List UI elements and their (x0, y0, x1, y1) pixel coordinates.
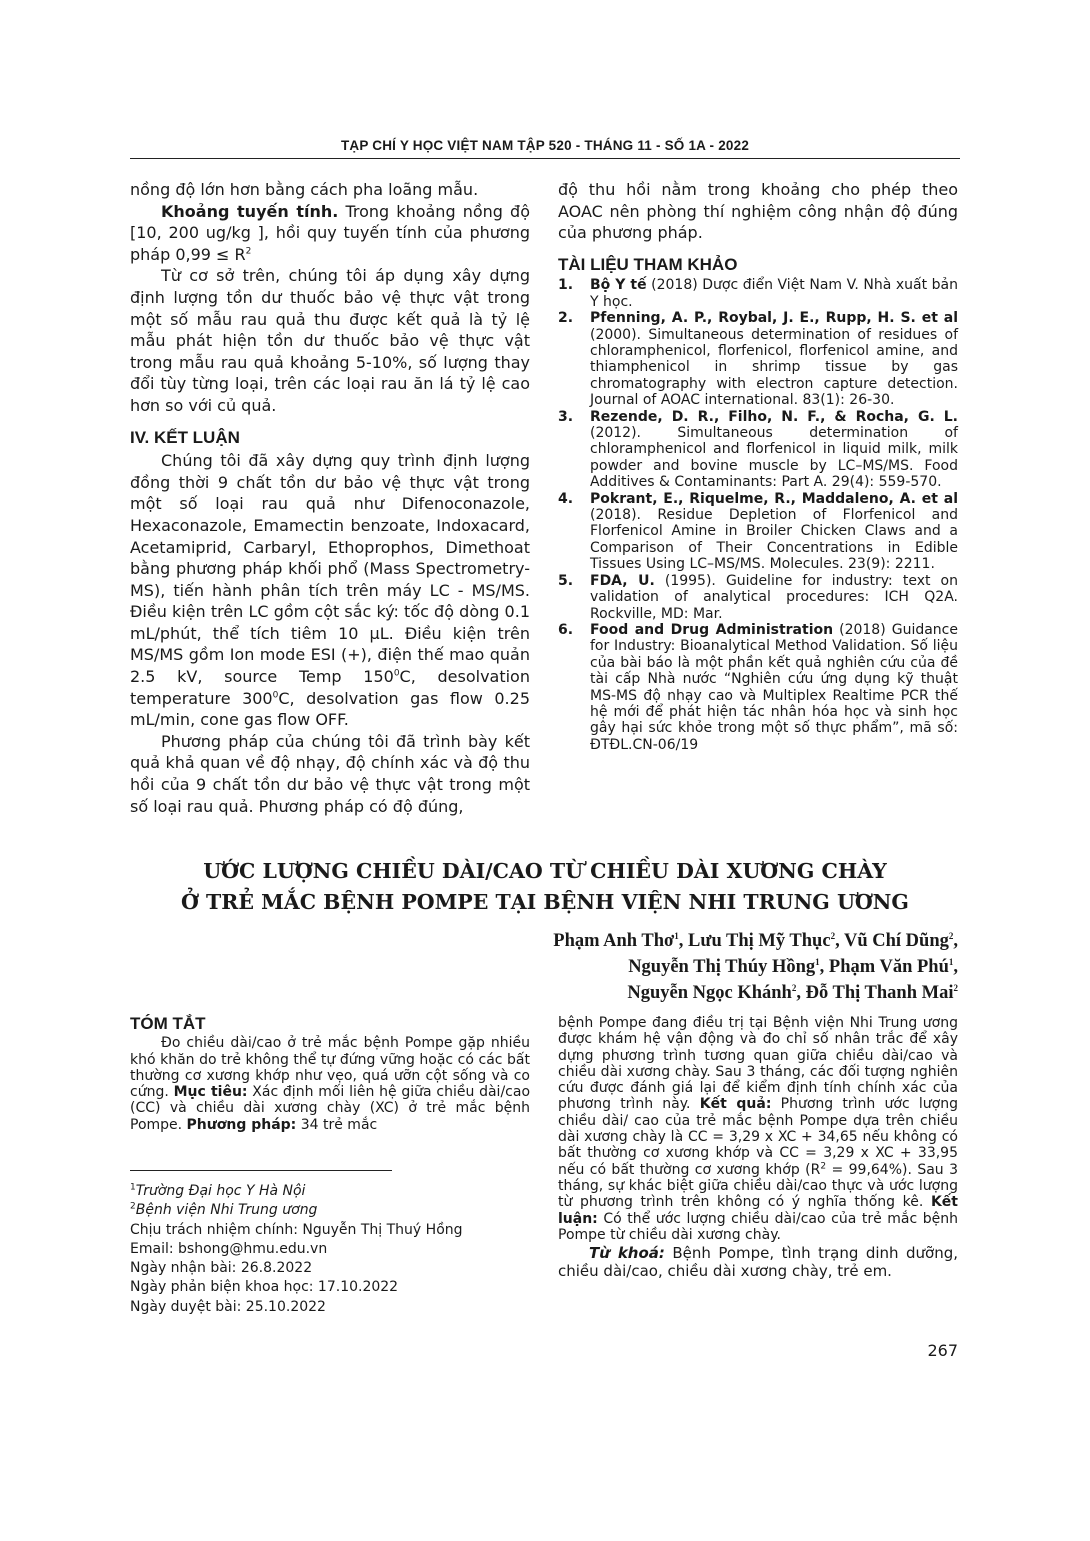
reference-item (558, 277, 958, 310)
journal-header: TẠP CHÍ Y HỌC VIỆT NAM TẬP 520 - THÁNG 11 - SỐ 1A - 2022 (340, 138, 750, 153)
paragraph-linearity (130, 201, 530, 266)
reference-number: 6. (558, 621, 574, 638)
text: Đo chiều dài/cao ở trẻ mắc bệnh Pompe gặp nhiều khó khăn do trẻ không thể tự đứng vững hoặc có các bất thường cơ xương khớp như vẹo, quá ưỡn cột sống và co cứng. (130, 1035, 530, 1101)
received-date: Ngày nhận bài: 26.8.2022 (130, 1260, 313, 1277)
text: 34 trẻ mắc (296, 1116, 378, 1133)
paragraph: độ thu hồi nằm trong khoảng cho phép theo AOAC nên phòng thí nghiệm công nhận độ đúng của phương pháp. (558, 180, 958, 243)
article-title (130, 856, 960, 918)
text: = 99,64%). Sau 3 tháng, sự khác biệt giữa chiều dài/cao thực và ước lượng từ phương trình trên không có ý nghĩa thống kê. (558, 1161, 958, 1211)
author-name: Phạm Văn Phú (828, 957, 949, 977)
author-line (430, 928, 958, 954)
separator: , (953, 931, 958, 951)
reference-item (558, 310, 958, 408)
linearity-text: Trong khoảng nồng độ [10, 200 ug/kg ], hồi quy tuyến tính của phương pháp 0,99 ≤ R (130, 201, 530, 264)
superscript: 0 (393, 668, 400, 679)
text: Phương trình ước lượng chiều dài/ cao của trẻ mắc bệnh Pompe dựa trên chiều dài xương chày là CC = 3,29 x XC + 34,65 nếu không có bất thường cơ xương khớp và CC = 3,29 x XC + 33,95 nếu có bất thường cơ xương khớp (R (558, 1096, 958, 1178)
text: bệnh Pompe đang điều trị tại Bệnh viện Nhi Trung ương được khám hệ vận động và đo chỉ số nhân trắc để xây dựng phương trình tương quan giữa chiều dài/cao và chiều dài xương chày. Sau 3 tháng, các đối tượng nghiên cứu được đánh giá lại để kiểm định tính chính xác của phương trình này. (558, 1015, 958, 1113)
affiliation-mark: 1 (948, 956, 954, 967)
affiliation-mark: 2 (948, 930, 954, 941)
superscript: 2 (245, 246, 252, 257)
corresponding-author: Chịu trách nhiệm chính: Nguyễn Thị Thuý Hồng (130, 1221, 463, 1238)
footnotes (130, 1182, 530, 1317)
linearity-label: Khoảng tuyến tính. (161, 201, 339, 221)
reference-number: 4. (558, 490, 574, 507)
affiliation-1 (130, 1182, 530, 1201)
reference-authors: Rezende, D. R., Filho, N. F., & Rocha, G. L. (590, 408, 958, 425)
affiliation-mark: 2 (791, 982, 797, 993)
text: C, desolvation temperature 300 (130, 667, 530, 708)
conclusion-label: Kết luận: (558, 1194, 958, 1227)
reference-item (558, 622, 958, 753)
title-line-1: ƯỚC LƯỢNG CHIỀU DÀI/CAO TỪ CHIỀU DÀI XƯƠNG CHÀY (203, 859, 887, 883)
reference-text: (2018) Dược điển Việt Nam V. Nhà xuất bản Y học. (590, 277, 958, 310)
reference-text: (2000). Simultaneous determination of residues of chloramphenicol, florfenicol, florfenicol amine, and thiamphenicol in shrimp tissue by gas chromatography with electron capture detection. Journal of AOAC international. 83(1): 26-30. (590, 326, 958, 409)
affiliation-mark: 1 (674, 930, 679, 941)
author-line (430, 954, 958, 980)
objective-label: Mục tiêu: (173, 1084, 248, 1101)
affiliation-mark: 1 (815, 956, 820, 967)
abstract-paragraph (130, 1035, 530, 1133)
reference-text: (1995). Guideline for industry: text on validation of analytical procedures: ICH Q2A. Rockville, MD: Mar. (590, 572, 958, 622)
author-list (430, 928, 958, 1006)
text: C, desolvation gas flow 0.25 mL/min, cone gas flow OFF. (130, 688, 531, 730)
affiliation-mark: 2 (830, 930, 836, 941)
affiliation-text: Bệnh viện Nhi Trung ương (135, 1202, 318, 1219)
text: Chúng tôi đã xây dựng quy trình định lượng đồng thời 9 chất tồn dư bảo vệ thực vật trong một số loại rau quả như Difenoconazole, Hexaconazole, Emamectin benzoate, Indoxacard, Acetamiprid, Carbaryl, Ethoprophos, Dimethoat bằng phương pháp khối phổ (Mass Spectrometry-MS), tiến hành phân tích trên máy LC - MS/MS. Điều kiện trên LC gồm cột sắc ký: tốc độ dòng 0.1 mL/phút, thể tích tiêm 10 µL. Điều kiện trên MS/MS gồm Ion mode ESI (+), điện thế mao quản 2.5 kV, source Temp 150 (130, 451, 530, 687)
reference-authors: Food and Drug Administration (590, 621, 834, 638)
author-name: Nguyễn Thị Thúy Hồng (628, 957, 816, 977)
author-name: Nguyễn Ngọc Khánh (627, 983, 792, 1003)
paragraph: Từ cơ sở trên, chúng tôi áp dụng xây dựng định lượng tồn dư thuốc bảo vệ thực vật trong một số mẫu rau quả thu được kết quả là tỷ lệ mẫu phát hiện tồn dư thuốc bảo vệ thực vật trong mẫu rau quả khoảng 5-10%, số lượng thay đổi tùy từng loại, trên các loại rau ăn lá tỷ lệ cao hơn so với củ quả. (130, 266, 530, 415)
text: Xác định mối liên hệ giữa chiều dài/cao (CC) và chiều dài xương chày (XC) ở trẻ mắc bệnh Pompe. (130, 1084, 531, 1133)
paragraph: Phương pháp của chúng tôi đã trình bày kết quả khả quan về độ nhạy, độ chính xác và độ thu hồi của 9 chất tồn dư bảo vệ thực vật trong một số loại rau quả. Phương pháp có độ đúng, (130, 731, 530, 816)
separator: , (796, 983, 806, 1003)
superscript: 0 (272, 690, 279, 701)
abstract-paragraph (558, 1015, 958, 1243)
reference-number: 5. (558, 572, 574, 589)
email: Email: bshong@hmu.edu.vn (130, 1240, 328, 1257)
keywords (558, 1244, 958, 1280)
reference-number: 3. (558, 408, 574, 425)
affiliation-2 (130, 1201, 530, 1220)
reference-item (558, 491, 958, 573)
reference-authors: Pokrant, E., Riquelme, R., Maddaleno, A. et al (590, 490, 958, 507)
reference-authors: Bộ Y tế (590, 277, 647, 294)
paragraph: nồng độ lớn hơn bằng cách pha loãng mẫu. (130, 180, 479, 199)
left-column (130, 179, 530, 817)
separator: , (819, 957, 829, 977)
author-name: Vũ Chí Dũng (843, 931, 949, 951)
abstract-left (130, 1016, 530, 1133)
section-heading-conclusion: IV. KẾT LUẬN (130, 427, 240, 447)
reference-text: (2018) Guidance for Industry: Bioanalytical Method Validation. Số liệu của bài báo là một phần kết quả nghiên cứu của đề tài cấp Nhà nước “Nghiên cứu ứng dụng kỹ thuật MS-MS độ nhạy cao và Multiplex Realtime PCR thế hệ mới để phát hiện tác nhân hóa học và sinh học gây hại sức khỏe trong một số thực phẩm”, mã số: ĐTĐL.CN-06/19 (590, 621, 958, 753)
right-column (558, 179, 958, 753)
reference-item (558, 573, 958, 622)
reference-item (558, 409, 958, 491)
approval-date: Ngày duyệt bài: 25.10.2022 (130, 1298, 326, 1315)
reference-authors: Pfenning, A. P., Roybal, J. E., Rupp, H. S. et al (590, 310, 958, 327)
paragraph-conclusion (130, 450, 530, 731)
reference-list (558, 277, 958, 753)
reference-authors: FDA, U. (590, 572, 655, 589)
separator: , (678, 931, 689, 951)
superscript: 2 (820, 1161, 827, 1172)
text: Có thể ước lượng chiều dài/cao của trẻ mắc bệnh Pompe từ chiều dài xương chày. (558, 1210, 958, 1243)
author-name: Đỗ Thị Thanh Mai (805, 983, 954, 1003)
keywords-text: Bệnh Pompe, tình trạng dinh dưỡng, chiều dài/cao, chiều dài xương chày, trẻ em. (558, 1244, 958, 1281)
abstract-heading: TÓM TẮT (130, 1014, 206, 1033)
keywords-label: Từ khoá: (589, 1244, 665, 1263)
results-label: Kết quả: (699, 1096, 772, 1113)
footnote-rule (130, 1170, 392, 1171)
page-number: 267 (927, 1341, 958, 1360)
separator: , (953, 957, 958, 977)
reference-number: 1. (558, 277, 574, 294)
superscript: 1 (130, 1182, 136, 1193)
reference-text: (2018). Residue Depletion of Florfenicol and Florfenicol Amine in Broiler Chicken Claws and a Comparison of Their Concentrations in Edible Tissues Using LC–MS/MS. Molecules. 23(9): 2211. (590, 507, 958, 573)
abstract-right (558, 1015, 958, 1280)
author-name: Lưu Thị Mỹ Thục (688, 931, 831, 951)
reference-text: (2012). Simultaneous determination of chloramphenicol and florfenicol in liquid milk, milk powder and bovine muscle by LC–MS/MS. Food Additives & Contaminants: Part A. 29(4): 559-570. (590, 425, 958, 491)
superscript: 2 (130, 1201, 136, 1212)
author-name: Phạm Anh Thơ (553, 931, 675, 951)
title-line-2: Ở TRẺ MẮC BỆNH POMPE TẠI BỆNH VIỆN NHI TRUNG ƯƠNG (181, 890, 909, 914)
reference-number: 2. (558, 310, 574, 327)
author-line (430, 980, 958, 1006)
separator: , (835, 931, 844, 951)
header-rule (130, 158, 960, 159)
affiliation-text: Trường Đại học Y Hà Nội (135, 1183, 306, 1199)
affiliation-mark: 2 (953, 982, 958, 993)
method-label: Phương pháp: (186, 1116, 297, 1133)
review-date: Ngày phản biện khoa học: 17.10.2022 (130, 1279, 399, 1296)
section-heading-references: TÀI LIỆU THAM KHẢO (558, 254, 738, 274)
